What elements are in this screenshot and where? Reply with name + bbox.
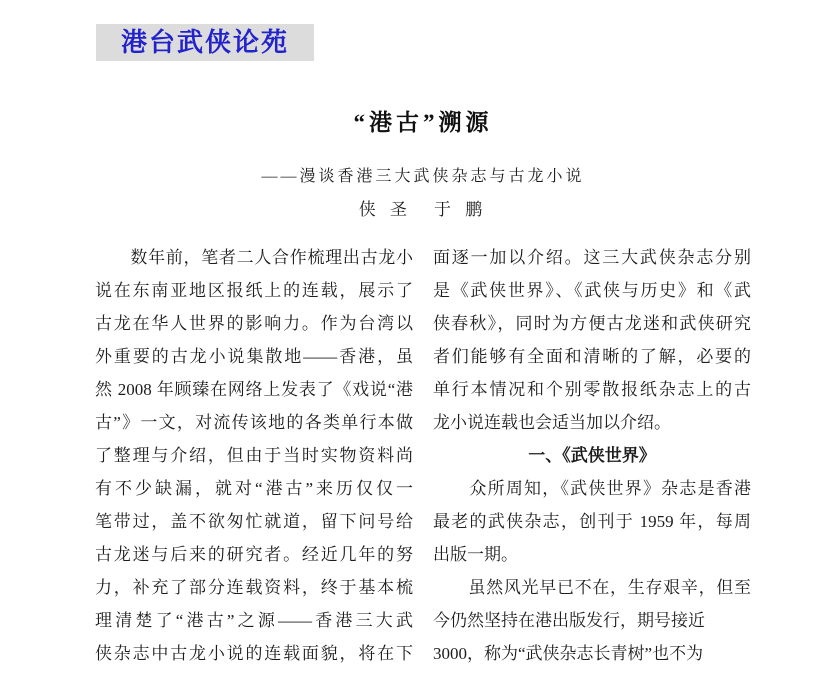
article-authors: 侠 圣 于 鹏 [358, 200, 488, 219]
section-banner: 港台武侠论苑 [96, 24, 314, 61]
text-line: 侠杂志中古龙小说的连载面貌，将在下 [95, 644, 413, 663]
text-line: 今仍然坚持在港出版发行，期号接近 [433, 611, 705, 630]
text-line: 了整理与介绍，但由于当时实物资料尚 [95, 446, 413, 465]
text-line: 者们能够有全面和清晰的了解，必要的 [433, 347, 751, 366]
text-line: 理清楚了“港古”之源——香港三大武 [95, 611, 413, 630]
text-line: 古龙在华人世界的影响力。作为台湾以 [95, 314, 413, 333]
text-line: 笔带过，盖不欲匆忙就道，留下问号给 [95, 512, 413, 531]
text-line: 外重要的古龙小说集散地——香港，虽 [95, 347, 413, 366]
text-line: 面逐一加以介绍。这三大武侠杂志分别 [433, 248, 751, 267]
text-line: 单行本情况和个别零散报纸杂志上的古 [433, 380, 751, 399]
text-line: 3000，称为“武侠杂志长青树”也不为 [433, 644, 704, 663]
article-subtitle: ——漫谈香港三大武侠杂志与古龙小说 [261, 168, 585, 185]
text-line: 最老的武侠杂志，创刊于 1959 年，每周 [433, 512, 751, 531]
text-line: 虽然风光早已不在，生存艰辛，但至 [433, 578, 751, 597]
text-line: 古龙迷与后来的研究者。经近几年的努 [95, 545, 413, 564]
text-line: 有不少缺漏，就对“港古”来历仅仅一 [95, 479, 413, 498]
text-line: 众所周知，《武侠世界》杂志是香港 [433, 479, 751, 498]
left-column [95, 241, 413, 670]
text-line: 是《武侠世界》、《武侠与历史》和《武 [433, 281, 751, 300]
text-line: 龙小说连载也会适当加以介绍。 [433, 413, 671, 432]
text-columns [95, 241, 751, 670]
section-heading: 一、《武侠世界》 [528, 446, 656, 465]
text-line: 然 2008 年顾臻在网络上发表了《戏说“港 [95, 380, 413, 399]
text-line: 侠春秋》，同时为方便古龙迷和武侠研究 [433, 314, 751, 333]
text-line: 说在东南亚地区报纸上的连载，展示了 [95, 281, 413, 300]
text-line: 出版一期。 [433, 545, 518, 564]
text-line: 力，补充了部分连载资料，终于基本梳 [95, 578, 413, 597]
article-title: “港古”溯源 [353, 110, 493, 135]
text-line: 古”》一文，对流传该地的各类单行本做 [95, 413, 413, 432]
right-column [433, 241, 751, 670]
text-line: 数年前，笔者二人合作梳理出古龙小 [95, 248, 413, 267]
